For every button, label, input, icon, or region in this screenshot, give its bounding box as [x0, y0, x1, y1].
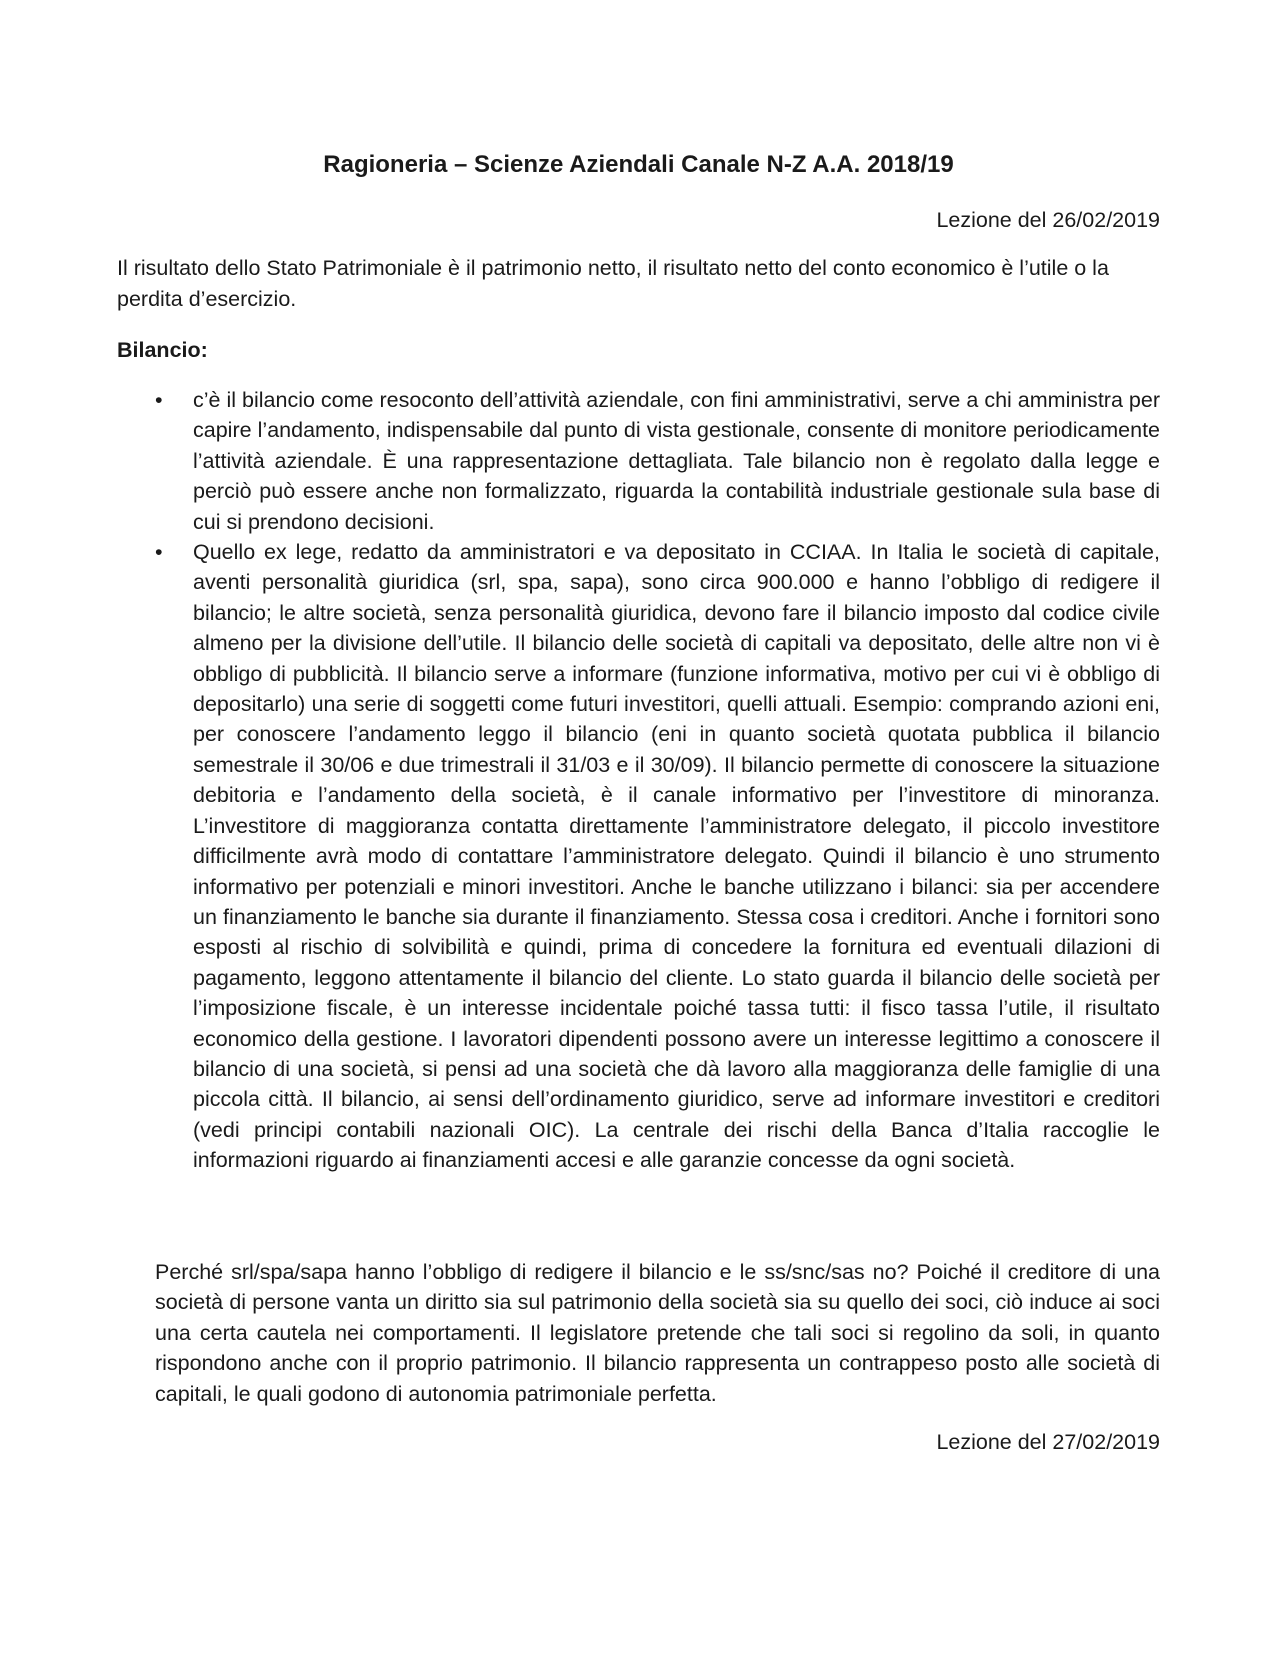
bilancio-bullet-list [117, 385, 1160, 1176]
section-heading-bilancio: Bilancio: [117, 338, 208, 362]
bullet-icon: • [155, 540, 163, 565]
bullet-text-gestionale: c’è il bilancio come resoconto dell’attività aziendale, con fini amministrativi, serve a chi amministra per capire l’andamento, indispensabile dal punto di vista gestionale, consente di monitore periodicamente l’attività aziendale. È una rappresentazione dettagliata. Tale bilancio non è regolato dalla legge e perciò può essere anche non formalizzato, riguarda la contabilità industriale gestionale sula base di cui si prendono decisioni. [193, 388, 1160, 534]
lesson-date-second: Lezione del 27/02/2019 [936, 1430, 1160, 1454]
closing-paragraph: Perché srl/spa/sapa hanno l’obbligo di redigere il bilancio e le ss/snc/sas no? Poiché il creditore di una società di persone vanta un diritto sia sul patrimonio della società sia su quello dei soci, ciò induce ai soci una certa cautela nei comportamenti. Il legislatore pretende che tali soci si regolino da soli, in quanto rispondono anche con il proprio patrimonio. Il bilancio rappresenta un contrappeso posto alle società di capitali, le quali godono di autonomia patrimoniale perfetta. [155, 1260, 1160, 1406]
bullet-item-gestionale [117, 385, 1160, 537]
intro-paragraph: Il risultato dello Stato Patrimoniale è il patrimonio netto, il risultato netto del conto economico è l’utile o la perdita d’esercizio. [117, 256, 1109, 311]
bullet-text-ex-lege: Quello ex lege, redatto da amministratori e va depositato in CCIAA. In Italia le società di capitale, aventi personalità giuridica (srl, spa, sapa), sono circa 900.000 e hanno l’obbligo di redigere il bilancio; le altre società, senza personalità giuridica, devono fare il bilancio imposto dal codice civile almeno per la divisione dell’utile. Il bilancio delle società di capitali va depositato, delle altre non vi è obbligo di pubblicità. Il bilancio serve a informare (funzione informativa, motivo per cui vi è obbligo di depositarlo) una serie di soggetti come futuri investitori, quelli attuali. Esempio: comprando azioni eni, per conoscere l’andamento leggo il bilancio (eni in quanto società quotata pubblica il bilancio semestrale il 30/06 e due trimestrali il 31/03 e il 30/09). Il bilancio permette di conoscere la situazione debitoria e l’andamento della società, è il canale informativo per l’investitore di minoranza. L’investitore di maggioranza contatta direttamente l’amministratore delegato, il piccolo investitore difficilmente avrà modo di contattare l’amministratore delegato. Quindi il bilancio è uno strumento informativo per potenziali e minori investitori. Anche le banche utilizzano i bilanci: sia per accendere un finanziamento le banche sia durante il finanziamento. Stessa cosa i creditori. Anche i fornitori sono esposti al rischio di solvibilità e quindi, prima di concedere la fornitura ed eventuali dilazioni di pagamento, leggono attentamente il bilancio del cliente. Lo stato guarda il bilancio delle società per l’imposizione fiscale, è un interesse incidentale poiché tassa tutti: il fisco tassa l’utile, il risultato economico della gestione. I lavoratori dipendenti possono avere un interesse legittimo a conoscere il bilancio di una società, si pensi ad una società che dà lavoro alla maggioranza delle famiglie di una piccola città. Il bilancio, ai sensi dell’ordinamento giuridico, serve ad informare investitori e creditori (vedi principi contabili nazionali OIC). La centrale dei rischi della Banca d’Italia raccoglie le informazioni riguardo ai finanziamenti accesi e alle garanzie concesse da ogni società. [193, 540, 1160, 1173]
bullet-item-ex-lege [117, 537, 1160, 1176]
lesson-date-first: Lezione del 26/02/2019 [936, 208, 1160, 232]
document-title: Ragioneria – Scienze Aziendali Canale N-Z A.A. 2018/19 [323, 151, 954, 178]
bullet-icon: • [155, 388, 163, 412]
